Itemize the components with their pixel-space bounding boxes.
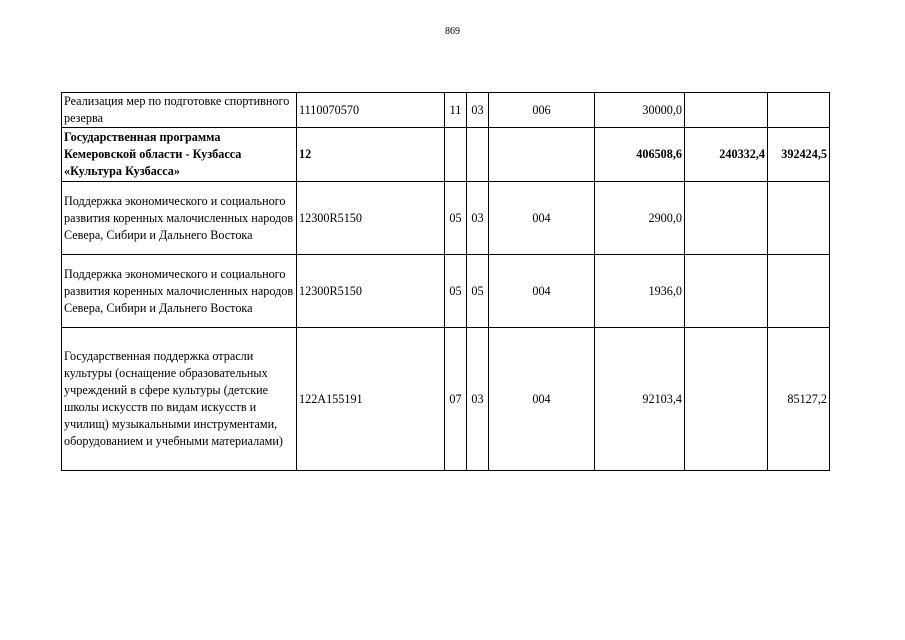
table-row bbox=[62, 328, 830, 471]
row-amount-2 bbox=[685, 182, 768, 255]
row-section: 11 bbox=[445, 93, 467, 128]
row-subsection bbox=[467, 128, 489, 182]
budget-table bbox=[61, 92, 830, 471]
row-subsection: 03 bbox=[467, 328, 489, 471]
row-amount-1: 406508,6 bbox=[595, 128, 685, 182]
row-section: 07 bbox=[445, 328, 467, 471]
row-amount-2 bbox=[685, 328, 768, 471]
row-type: 006 bbox=[489, 93, 595, 128]
row-code: 12300R5150 bbox=[297, 182, 445, 255]
row-amount-3: 392424,5 bbox=[768, 128, 830, 182]
row-amount-1: 92103,4 bbox=[595, 328, 685, 471]
row-name: Государственная поддержка отрасли культуры (оснащение образовательных учреждений в сфере культуры (детские школы искусств по видам искусств и училищ) музыкальными инструментами, оборудованием и учебными материалами) bbox=[62, 328, 297, 471]
row-section: 05 bbox=[445, 182, 467, 255]
row-name: Поддержка экономического и социального развития коренных малочисленных народов Севера, Сибири и Дальнего Востока bbox=[62, 182, 297, 255]
table-row bbox=[62, 182, 830, 255]
row-name: Государственная программа Кемеровской области - Кузбасса «Культура Кузбасса» bbox=[62, 128, 297, 182]
row-code: 122A155191 bbox=[297, 328, 445, 471]
row-subsection: 03 bbox=[467, 182, 489, 255]
row-amount-3 bbox=[768, 255, 830, 328]
row-amount-3 bbox=[768, 182, 830, 255]
row-amount-3: 85127,2 bbox=[768, 328, 830, 471]
page-number: 869 bbox=[445, 26, 460, 37]
row-type bbox=[489, 128, 595, 182]
row-name: Реализация мер по подготовке спортивного резерва bbox=[62, 93, 297, 128]
row-code: 12300R5150 bbox=[297, 255, 445, 328]
table-row bbox=[62, 93, 830, 128]
table-row bbox=[62, 255, 830, 328]
row-section: 05 bbox=[445, 255, 467, 328]
row-subsection: 03 bbox=[467, 93, 489, 128]
row-section bbox=[445, 128, 467, 182]
table-row bbox=[62, 128, 830, 182]
row-amount-1: 2900,0 bbox=[595, 182, 685, 255]
row-name: Поддержка экономического и социального развития коренных малочисленных народов Севера, Сибири и Дальнего Востока bbox=[62, 255, 297, 328]
row-amount-2: 240332,4 bbox=[685, 128, 768, 182]
row-amount-1: 1936,0 bbox=[595, 255, 685, 328]
row-amount-2 bbox=[685, 255, 768, 328]
row-code: 12 bbox=[297, 128, 445, 182]
row-subsection: 05 bbox=[467, 255, 489, 328]
row-amount-1: 30000,0 bbox=[595, 93, 685, 128]
row-type: 004 bbox=[489, 255, 595, 328]
row-type: 004 bbox=[489, 182, 595, 255]
row-amount-3 bbox=[768, 93, 830, 128]
row-amount-2 bbox=[685, 93, 768, 128]
row-code: 1110070570 bbox=[297, 93, 445, 128]
row-type: 004 bbox=[489, 328, 595, 471]
